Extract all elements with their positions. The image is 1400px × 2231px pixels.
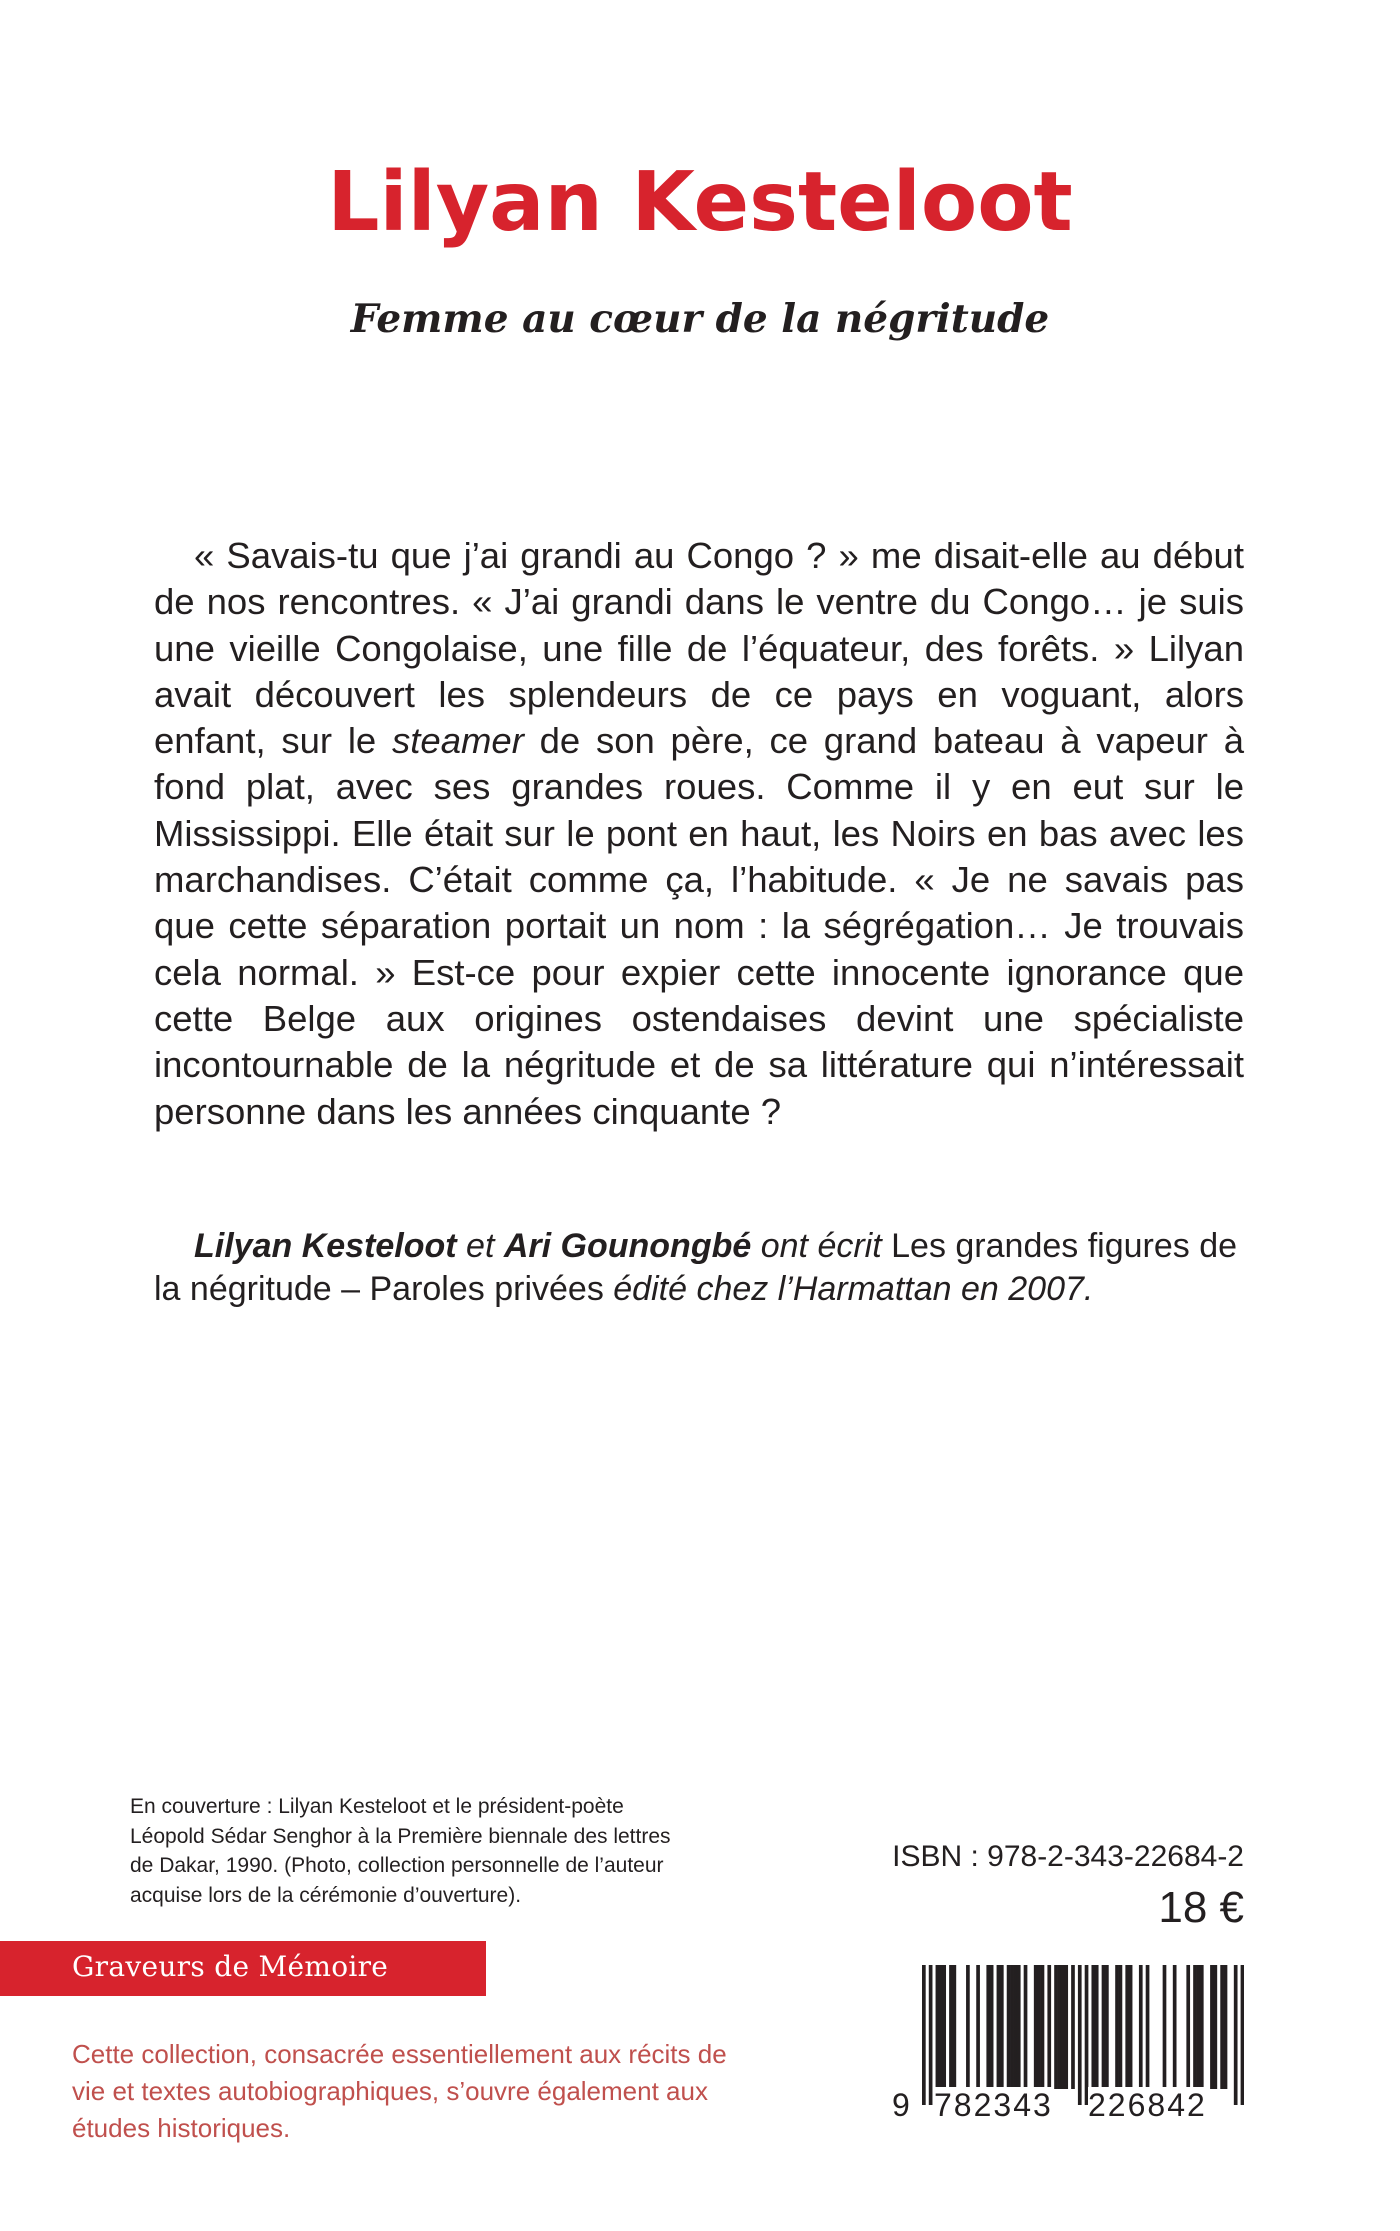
barcode-bar xyxy=(1241,1965,1244,2105)
isbn: ISBN : 978-2-343-22684-2 xyxy=(892,1840,1244,1873)
barcode-bar xyxy=(1129,1965,1133,2089)
barcode-bar xyxy=(1186,1965,1190,2089)
barcode-bar xyxy=(986,1965,990,2089)
barcode-bar xyxy=(936,1965,940,2089)
credit-publisher: édité chez l’Harmattan en 2007. xyxy=(603,1270,1094,1308)
credit-book-title: Les grandes figures de la négritude – Paroles privées xyxy=(154,1227,1238,1308)
barcode-bar xyxy=(1010,1965,1014,2089)
barcode-bar xyxy=(1220,1965,1224,2089)
book-subtitle: Femme au cœur de la négritude xyxy=(350,296,1050,342)
barcode-bar xyxy=(1061,1965,1065,2089)
barcode-bar xyxy=(1000,1965,1004,2089)
barcode-bar xyxy=(1058,1965,1062,2089)
barcode-bar xyxy=(1078,1965,1082,2105)
barcode-bar xyxy=(1125,1965,1129,2089)
barcode-bar xyxy=(997,1965,1001,2089)
barcode-icon xyxy=(922,1965,1244,2105)
barcode-bar xyxy=(1139,1965,1143,2089)
barcode-bar xyxy=(1064,1965,1068,2089)
book-title: Lilyan Kesteloot xyxy=(327,155,1073,250)
barcode-bar xyxy=(1200,1965,1204,2089)
barcode-bar xyxy=(953,1965,957,2089)
barcode-bar xyxy=(1037,1965,1041,2089)
barcode-bar xyxy=(1047,1965,1051,2089)
barcode-bar xyxy=(1210,1965,1214,2089)
credit-conjunction: et xyxy=(456,1227,504,1265)
barcode-bar xyxy=(1007,1965,1011,2089)
barcode-bar xyxy=(1197,1965,1201,2089)
barcode-bar xyxy=(949,1965,953,2089)
barcode-bar xyxy=(1173,1965,1177,2089)
barcode-bar xyxy=(1071,1965,1075,2089)
collection-band xyxy=(0,1941,486,1996)
barcode-bar xyxy=(929,1965,933,2105)
barcode-bar xyxy=(1085,1965,1089,2105)
blurb-text-start: « Savais-tu que j’ai grandi au Congo ? » me disait-elle au début de nos rencontres. « J’ai grandi dans le ventre du Congo… je suis une vieille Congolaise, une fille de l’équateur, des forêts. » Lilyan avait découvert les splendeurs de ce pays en voguant, alors enfant, sur le xyxy=(154,535,1244,762)
barcode-bar xyxy=(1014,1965,1018,2089)
barcode-bar xyxy=(1017,1965,1021,2089)
barcode-bar xyxy=(1105,1965,1109,2089)
back-cover-blurb xyxy=(154,533,1244,1135)
author-credit xyxy=(154,1225,1244,1311)
barcode-bar xyxy=(966,1965,970,2089)
credit-author-2: Ari Gounongbé xyxy=(503,1227,752,1265)
barcode-bar xyxy=(976,1965,980,2089)
barcode-bar xyxy=(942,1965,946,2089)
barcode-bar xyxy=(1224,1965,1228,2089)
barcode-bar xyxy=(1102,1965,1106,2089)
price: 18 € xyxy=(1158,1883,1244,1932)
barcode-first-digit: 9 xyxy=(892,2087,910,2123)
barcode-bar xyxy=(1034,1965,1038,2089)
credit-verb: ont écrit xyxy=(751,1227,892,1265)
barcode-bar xyxy=(939,1965,943,2089)
barcode-bar xyxy=(1213,1965,1217,2089)
barcode-bar xyxy=(1193,1965,1197,2089)
blurb-text-end: de son père, ce grand bateau à vapeur à fond plat, avec ses grandes roues. Comme il y en eut sur le Mississippi. Elle était sur le pont en haut, les Noirs en bas avec les marchandises. C’était comme ça, l’habitude. « Je ne savais pas que cette séparation portait un nom : la ségrégation… Je trouvais cela normal. » Est-ce pour expier cette innocente ignorance que cette Belge aux origines ostendaises devint une spécialiste incontournable de la négritude et de sa littérature qui n’intéressait personne dans les années cinquante ? xyxy=(154,720,1244,1132)
barcode-bar xyxy=(1054,1965,1058,2089)
barcode-bar xyxy=(922,1965,926,2105)
cover-photo-caption: En couverture : Lilyan Kesteloot et le président-poète Léopold Sédar Senghor à la Première biennale des lettres de Dakar, 1990. (Photo, collection personnelle de l’auteur acquise lors de la cérémonie d’ouverture). xyxy=(130,1795,671,1907)
barcode-bar xyxy=(1041,1965,1045,2089)
barcode-bar xyxy=(1234,1965,1238,2105)
blurb-italic-word: steamer xyxy=(392,720,524,762)
collection-name: Graveurs de Mémoire xyxy=(72,1950,389,1983)
barcode-digits xyxy=(892,2087,1252,2127)
barcode-bar xyxy=(1119,1965,1123,2089)
barcode-right-group: 226842 xyxy=(1088,2087,1207,2123)
barcode-bar xyxy=(1163,1965,1167,2089)
barcode-left-group: 782343 xyxy=(934,2087,1053,2123)
barcode-bar xyxy=(1024,1965,1028,2089)
credit-author-1: Lilyan Kesteloot xyxy=(194,1227,457,1265)
barcode-bar xyxy=(1091,1965,1095,2089)
barcode-bar xyxy=(1146,1965,1150,2089)
collection-description: Cette collection, consacrée essentiellement aux récits de vie et textes autobiographiques, s’ouvre également aux études historiques. xyxy=(72,2039,727,2143)
barcode-bar xyxy=(1095,1965,1099,2089)
barcode-bar xyxy=(1115,1965,1119,2089)
barcode-bar xyxy=(990,1965,994,2089)
